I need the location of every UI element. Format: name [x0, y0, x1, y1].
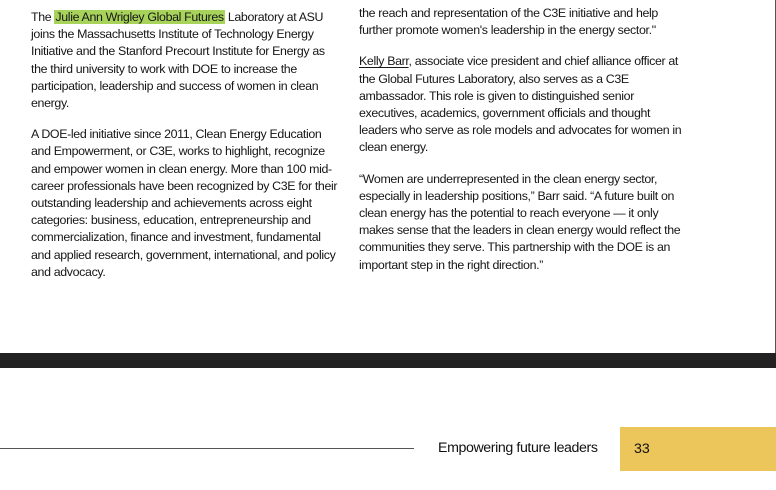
footer-dark-band — [0, 353, 776, 368]
right-column — [359, 5, 685, 274]
page-number-box — [620, 427, 776, 471]
quote-continuation-paragraph: the reach and representation of the C3E initiative and help further promote women's leadership in the energy sector." — [359, 6, 658, 38]
intro-lead: The — [31, 10, 55, 24]
kelly-barr-paragraph — [359, 53, 685, 156]
intro-rest: Laboratory at ASU joins the Massachusetts Institute of Technology Energy Initiative and the Stanford Precourt Institute for Energy as the third university to work with DOE to increase the participation, leadership and success of women in clean energy. — [31, 10, 325, 111]
kelly-barr-description: , associate vice president and chief alliance officer at the Global Futures Laboratory, also serves as a C3E ambassador. This role is given to distinguished senior executives, academics, government officials and thought leaders who serve as role models and advocates for women in clean energy. — [359, 54, 682, 155]
footer-section-title: Empowering future leaders — [438, 440, 598, 456]
left-column — [31, 9, 343, 281]
intro-paragraph — [31, 9, 343, 112]
barr-quote-paragraph: “Women are underrepresented in the clean energy sector, especially in leadership positions,” Barr said. “A future built on clean energy has the potential to reach everyone — it only makes sense that the leaders in clean energy would reflect the communities they serve. This partnership with the DOE is an important step in the right direction.” — [359, 171, 681, 272]
c3e-paragraph: A DOE-led initiative since 2011, Clean Energy Education and Empowerment, or C3E, works to highlight, recognize and empower women in clean energy. More than 100 mid-career professionals have been recognized by C3E for their outstanding leadership and achievements across eight categories: business, education, entrepreneurship and commercialization, finance and investment, fundamental and applied research, government, international, and policy and advocacy. — [31, 127, 338, 279]
page-number: 33 — [634, 441, 650, 457]
kelly-barr-link[interactable]: Kelly Barr — [359, 54, 409, 69]
highlighted-lab-name[interactable]: Julie Ann Wrigley Global Futures — [55, 10, 224, 24]
footer-rule — [0, 448, 414, 449]
